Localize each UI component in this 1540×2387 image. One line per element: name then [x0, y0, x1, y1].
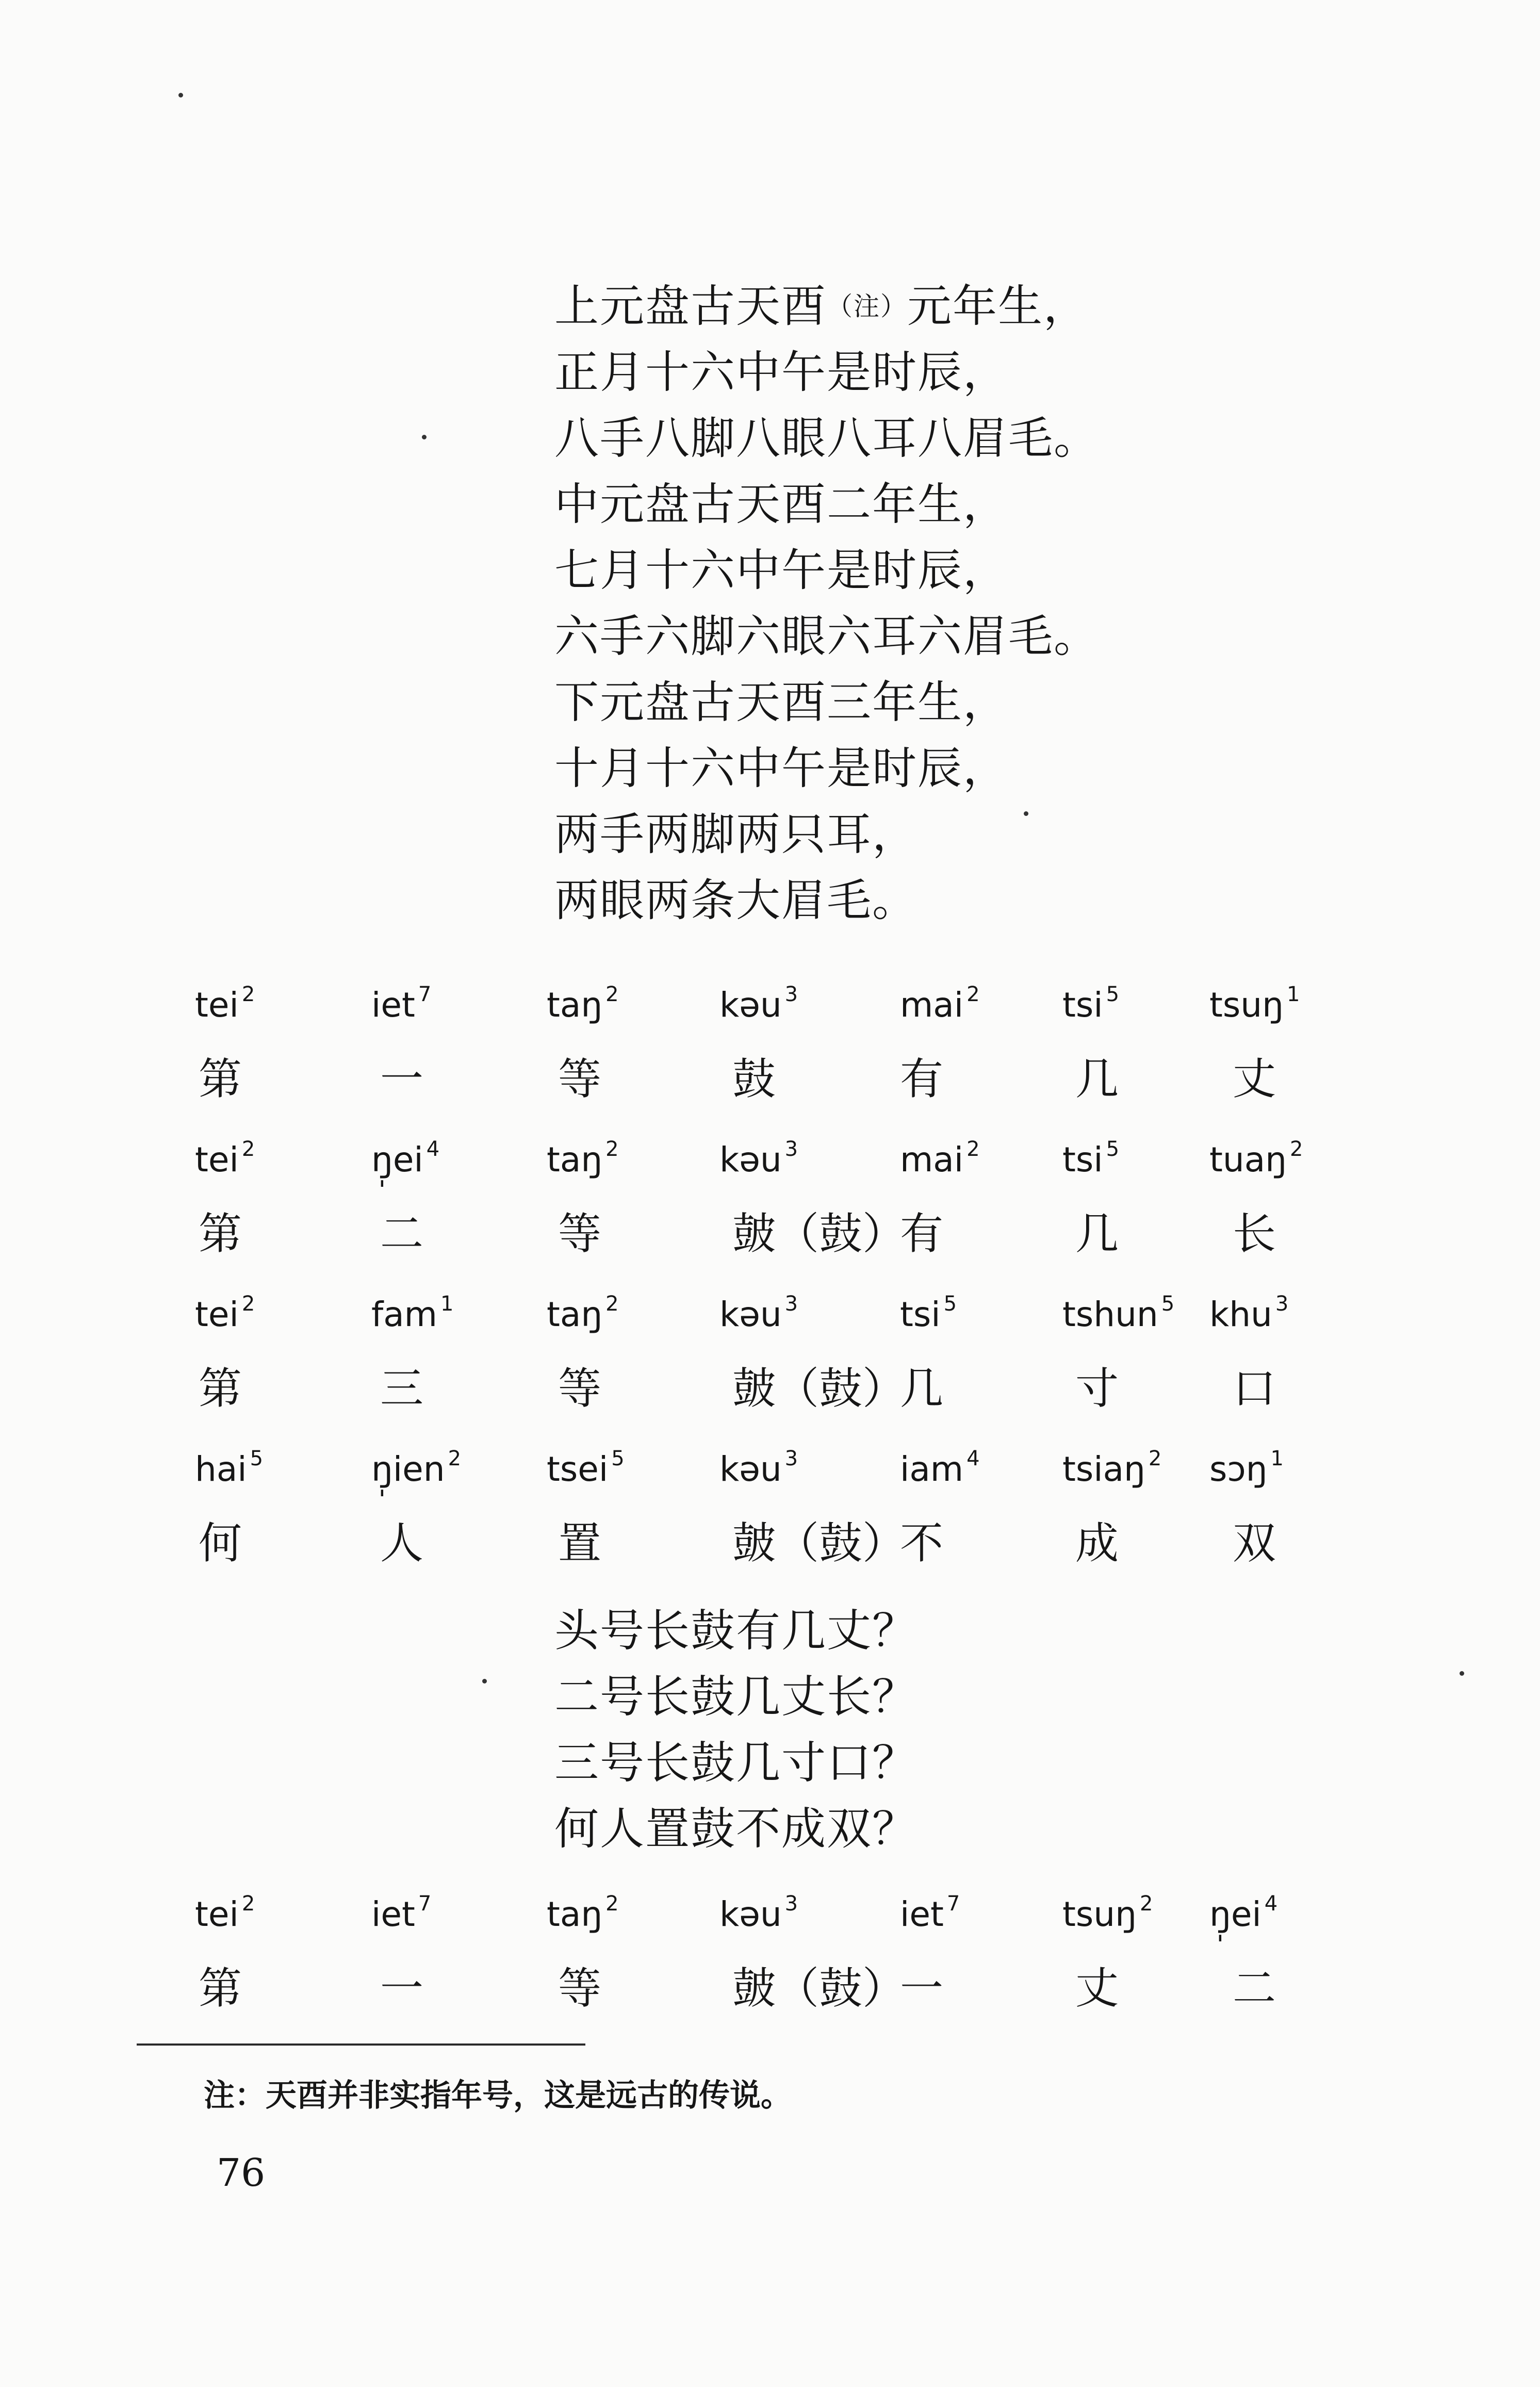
romanization — [547, 1292, 619, 1334]
tone-number: 4 — [1264, 1892, 1278, 1916]
verse-line — [554, 802, 1099, 868]
syllable: fam — [371, 1295, 437, 1334]
tone-number: 2 — [1148, 1447, 1162, 1470]
romanization — [547, 983, 619, 1025]
romanization — [900, 1292, 957, 1334]
syllable: kəu — [719, 1140, 782, 1180]
hanzi-gloss: 寸 — [1075, 1363, 1119, 1414]
hanzi-gloss: 皷（鼓） — [732, 1518, 906, 1568]
footnote-marker: （注） — [827, 291, 907, 321]
romanization — [1209, 1292, 1288, 1334]
tone-number: 2 — [605, 1292, 619, 1316]
syllable: iet — [371, 1894, 415, 1934]
tone-number: 3 — [784, 1292, 798, 1316]
scan-speck — [482, 1679, 487, 1683]
syllable: tei — [195, 1894, 239, 1934]
verse-line-text: 八手八脚八眼八耳八眉毛。 — [554, 413, 1099, 464]
romanization — [371, 1137, 439, 1180]
romanization — [371, 1892, 431, 1934]
hanzi-gloss: 一 — [900, 1963, 944, 2014]
tone-number: 1 — [1270, 1447, 1284, 1470]
romanization — [900, 1447, 980, 1489]
hanzi-gloss: 丈 — [1075, 1963, 1119, 2014]
tone-number: 2 — [448, 1447, 462, 1470]
romanization — [195, 1292, 255, 1334]
hanzi-gloss: 等 — [558, 1208, 602, 1259]
romanization — [547, 1137, 619, 1180]
romanization — [719, 1292, 798, 1334]
verse-line — [554, 273, 1099, 339]
syllable: tsei — [547, 1449, 609, 1489]
verse-line-text: 两手两脚两只耳， — [554, 809, 918, 860]
romanization — [1209, 1892, 1277, 1934]
romanization — [1209, 1447, 1284, 1489]
hanzi-gloss: 双 — [1233, 1518, 1276, 1568]
syllable: kəu — [719, 1295, 782, 1334]
hanzi-gloss: 第 — [199, 1363, 242, 1414]
tone-number: 2 — [605, 1137, 619, 1161]
hanzi-gloss: 不 — [900, 1518, 944, 1568]
hanzi-gloss: 几 — [1075, 1054, 1119, 1104]
romanization — [719, 1892, 798, 1934]
syllable: tei — [195, 985, 239, 1025]
scan-speck — [1024, 811, 1028, 816]
hanzi-gloss: 长 — [1233, 1208, 1276, 1259]
syllable: taŋ — [547, 1295, 603, 1334]
hanzi-gloss: 皷（鼓） — [732, 1363, 906, 1414]
hanzi-gloss: 置 — [558, 1518, 602, 1568]
verse-line-text: 正月十六中午是时辰， — [554, 347, 1008, 398]
romanization — [195, 1137, 255, 1180]
romanization — [195, 1447, 263, 1489]
syllable: tsuŋ — [1209, 985, 1284, 1025]
tone-number: 3 — [784, 983, 798, 1006]
romanization — [1062, 983, 1119, 1025]
verse-block-1 — [554, 273, 1099, 934]
syllable: hai — [195, 1449, 247, 1489]
syllable: taŋ — [547, 1894, 603, 1934]
tone-number: 5 — [1106, 1137, 1120, 1161]
verse-line: 三号长鼓几寸口？ — [554, 1737, 918, 1789]
syllable: tei — [195, 1140, 239, 1180]
syllable: mai — [900, 1140, 964, 1180]
hanzi-gloss: 第 — [199, 1208, 242, 1259]
tone-number: 2 — [605, 1892, 619, 1916]
hanzi-gloss: 人 — [380, 1518, 424, 1568]
hanzi-gloss: 几 — [1075, 1208, 1119, 1259]
syllable: ŋ̩ei — [1209, 1894, 1262, 1934]
syllable: tei — [195, 1295, 239, 1334]
hanzi-gloss: 等 — [558, 1054, 602, 1104]
syllable: iet — [900, 1894, 944, 1934]
hanzi-gloss: 等 — [558, 1363, 602, 1414]
hanzi-gloss: 有 — [900, 1054, 944, 1104]
scan-speck — [1460, 1671, 1464, 1676]
verse-line-text: 两眼两条大眉毛。 — [554, 875, 918, 926]
verse-line-text: 元年生， — [907, 281, 1089, 332]
hanzi-gloss: 有 — [900, 1208, 944, 1259]
romanization — [371, 1292, 453, 1334]
romanization — [1062, 1137, 1119, 1180]
footnote-rule — [137, 2043, 585, 2046]
hanzi-gloss: 皷（鼓） — [732, 1963, 906, 2014]
hanzi-gloss: 几 — [900, 1363, 944, 1414]
syllable: ŋ̩ien — [371, 1449, 445, 1489]
tone-number: 2 — [241, 1137, 255, 1161]
hanzi-gloss: 成 — [1075, 1518, 1119, 1568]
hanzi-gloss: 第 — [199, 1054, 242, 1104]
tone-number: 2 — [1139, 1892, 1153, 1916]
syllable: khu — [1209, 1295, 1272, 1334]
verse-line-text: 下元盘古天酉三年生， — [554, 677, 1008, 728]
tone-number: 1 — [1286, 983, 1300, 1006]
romanization — [547, 1447, 625, 1489]
page-number: 76 — [217, 2151, 266, 2195]
syllable: tsi — [1062, 985, 1103, 1025]
verse-line — [554, 603, 1099, 669]
verse-line — [554, 669, 1099, 735]
tone-number: 3 — [784, 1447, 798, 1470]
romanization — [1209, 983, 1300, 1025]
tone-number: 5 — [1161, 1292, 1175, 1316]
syllable: tsuŋ — [1062, 1894, 1137, 1934]
tone-number: 2 — [605, 983, 619, 1006]
syllable: iam — [900, 1449, 964, 1489]
syllable: tshun — [1062, 1295, 1158, 1334]
tone-number: 3 — [784, 1892, 798, 1916]
syllable: sɔŋ — [1209, 1449, 1268, 1489]
tone-number: 4 — [966, 1447, 980, 1470]
syllable: kəu — [719, 985, 782, 1025]
verse-line — [554, 735, 1099, 802]
romanization — [1062, 1292, 1174, 1334]
tone-number: 3 — [1275, 1292, 1289, 1316]
hanzi-gloss: 一 — [380, 1054, 424, 1104]
romanization — [371, 983, 431, 1025]
romanization — [719, 1137, 798, 1180]
syllable: tsi — [1062, 1140, 1103, 1180]
hanzi-gloss: 三 — [380, 1363, 424, 1414]
romanization — [900, 1892, 960, 1934]
hanzi-gloss: 鼓 — [732, 1054, 776, 1104]
syllable: tsi — [900, 1295, 941, 1334]
romanization — [371, 1447, 461, 1489]
romanization — [1209, 1137, 1303, 1180]
romanization — [195, 983, 255, 1025]
verse-line-text: 中元盘古天酉二年生， — [554, 479, 1008, 530]
tone-number: 2 — [966, 1137, 980, 1161]
syllable: kəu — [719, 1449, 782, 1489]
tone-number: 7 — [946, 1892, 960, 1916]
tone-number: 5 — [943, 1292, 957, 1316]
hanzi-gloss: 口 — [1233, 1363, 1276, 1414]
tone-number: 4 — [426, 1137, 440, 1161]
verse-line-text: 十月十六中午是时辰， — [554, 743, 1008, 794]
romanization — [900, 1137, 980, 1180]
hanzi-gloss: 第 — [199, 1963, 242, 2014]
verse-line — [554, 339, 1099, 405]
syllable: kəu — [719, 1894, 782, 1934]
tone-number: 5 — [1106, 983, 1120, 1006]
scan-speck — [422, 435, 427, 439]
tone-number: 7 — [418, 983, 432, 1006]
tone-number: 2 — [966, 983, 980, 1006]
verse-line: 何人置鼓不成双？ — [554, 1803, 918, 1855]
verse-line — [554, 537, 1099, 603]
footnote: 注：天酉并非实指年号，这是远古的传说。 — [204, 2078, 792, 2114]
verse-line-text: 七月十六中午是时辰， — [554, 545, 1008, 596]
hanzi-gloss: 二 — [1233, 1963, 1276, 2014]
romanization — [1062, 1447, 1161, 1489]
romanization — [1062, 1892, 1153, 1934]
tone-number: 1 — [440, 1292, 454, 1316]
tone-number: 2 — [241, 1892, 255, 1916]
scan-speck — [178, 93, 183, 97]
hanzi-gloss: 一 — [380, 1963, 424, 2014]
romanization — [547, 1892, 619, 1934]
hanzi-gloss: 二 — [380, 1208, 424, 1259]
hanzi-gloss: 等 — [558, 1963, 602, 2014]
tone-number: 2 — [241, 983, 255, 1006]
verse-line: 二号长鼓几丈长？ — [554, 1671, 918, 1723]
verse-line-text: 六手六脚六眼六耳六眉毛。 — [554, 611, 1099, 662]
syllable: ŋ̩ei — [371, 1140, 423, 1180]
tone-number: 7 — [418, 1892, 432, 1916]
syllable: mai — [900, 985, 964, 1025]
tone-number: 3 — [784, 1137, 798, 1161]
verse-line — [554, 471, 1099, 537]
romanization — [195, 1892, 255, 1934]
syllable: taŋ — [547, 985, 603, 1025]
tone-number: 2 — [241, 1292, 255, 1316]
tone-number: 5 — [250, 1447, 264, 1470]
verse-line-text: 上元盘古天酉 — [554, 281, 827, 332]
hanzi-gloss: 何 — [199, 1518, 242, 1568]
tone-number: 2 — [1289, 1137, 1303, 1161]
hanzi-gloss: 丈 — [1233, 1054, 1276, 1104]
verse-line — [554, 868, 1099, 934]
syllable: tuaŋ — [1209, 1140, 1287, 1180]
verse-line — [554, 405, 1099, 471]
verse-block-2 — [554, 1598, 918, 1862]
romanization — [719, 1447, 798, 1489]
tone-number: 5 — [611, 1447, 625, 1470]
verse-line: 头号长鼓有几丈？ — [554, 1605, 918, 1657]
romanization — [900, 983, 980, 1025]
romanization — [719, 983, 798, 1025]
syllable: tsiaŋ — [1062, 1449, 1145, 1489]
hanzi-gloss: 皷（鼓） — [732, 1208, 906, 1259]
syllable: taŋ — [547, 1140, 603, 1180]
syllable: iet — [371, 985, 415, 1025]
